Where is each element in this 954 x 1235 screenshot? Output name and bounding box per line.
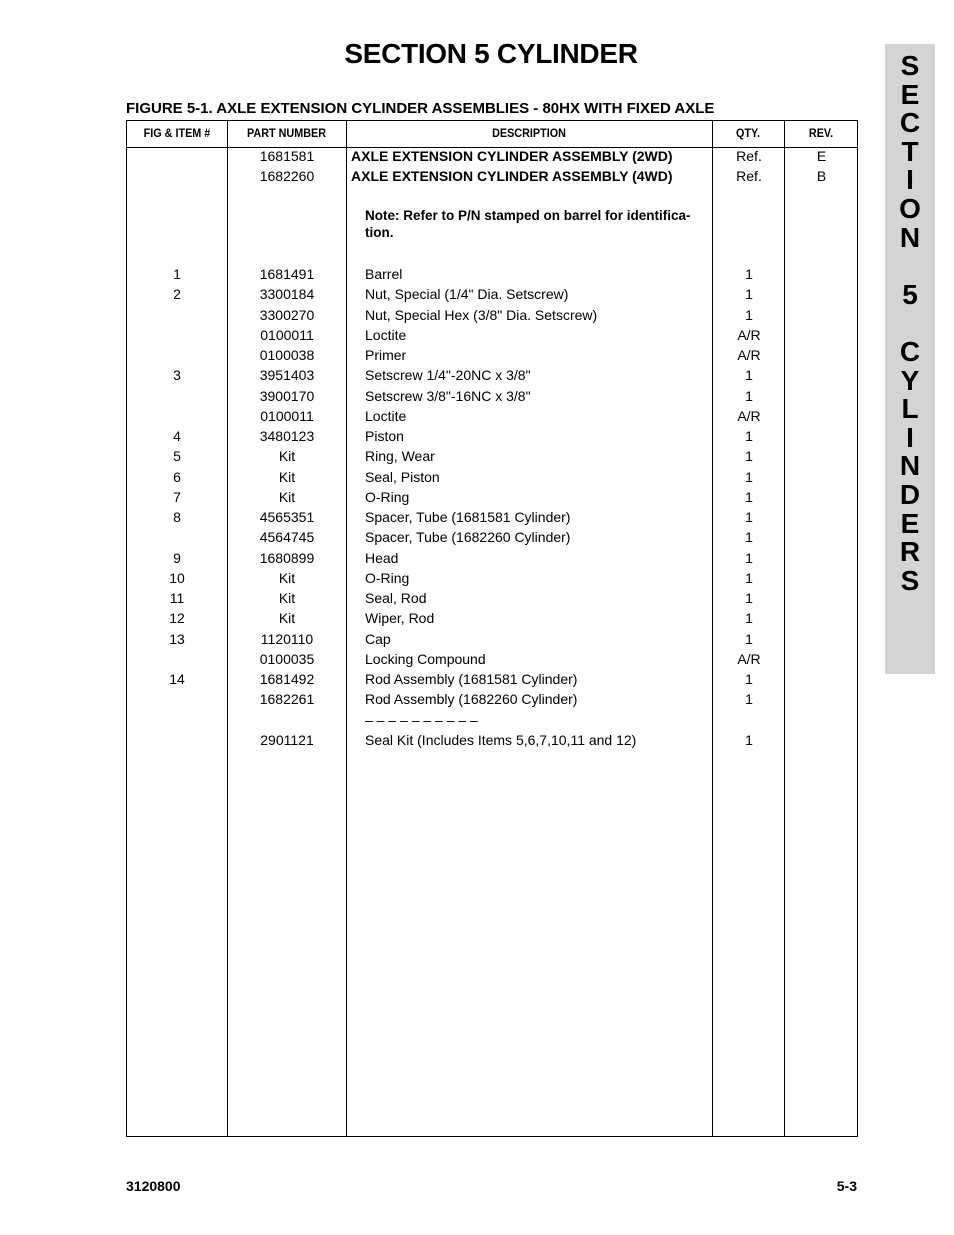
part-number: 3480123 — [259, 428, 315, 444]
fig-item-number: 4 — [173, 428, 181, 444]
table-row — [127, 406, 857, 426]
quantity: 1 — [745, 590, 753, 606]
side-tab-letter: E — [900, 78, 920, 110]
description: Seal Kit (Includes Items 5,6,7,10,11 and 12) — [365, 731, 637, 748]
header-description: DESCRIPTION — [492, 126, 566, 140]
page-number: 5-3 — [836, 1178, 857, 1194]
side-tab-letter: S — [900, 564, 920, 596]
part-number: 1681581 — [259, 148, 315, 164]
side-tab-letter: S — [900, 50, 920, 81]
table-row — [127, 730, 857, 750]
figure-title: FIGURE 5-1. AXLE EXTENSION CYLINDER ASSEMBLIES - 80HX WITH FIXED AXLE — [126, 100, 715, 117]
description: Spacer, Tube (1682260 Cylinder) — [365, 529, 571, 546]
quantity: Ref. — [736, 168, 762, 184]
description: Barrel — [365, 266, 403, 282]
side-tab-letter: N — [899, 221, 921, 253]
part-number: 4564745 — [259, 529, 315, 546]
table-row — [127, 345, 857, 365]
quantity: 1 — [745, 630, 753, 647]
description: Primer — [365, 347, 407, 363]
fig-item-number: 6 — [173, 468, 181, 485]
quantity: 1 — [745, 367, 753, 384]
side-tab-letter: C — [899, 336, 921, 367]
description: Nut, Special (1/4" Dia. Setscrew) — [365, 286, 569, 303]
header-rev: REV. — [808, 126, 834, 140]
side-tab-letter: R — [899, 536, 921, 568]
part-number: Kit — [278, 488, 296, 505]
description: Wiper, Rod — [365, 610, 435, 627]
table-row — [127, 548, 857, 568]
table-row — [127, 689, 857, 709]
table-row — [127, 264, 857, 284]
table-row — [127, 166, 857, 186]
page-title: SECTION 5 CYLINDER — [344, 38, 638, 69]
table-row — [127, 669, 857, 689]
part-number: 0100011 — [260, 407, 314, 424]
fig-item-number: 12 — [169, 610, 185, 627]
description: Piston — [365, 428, 404, 444]
side-tab-letter: D — [899, 479, 921, 510]
quantity: 1 — [745, 468, 753, 485]
table-row — [127, 284, 857, 304]
part-number: 3951403 — [259, 367, 315, 384]
fig-item-number: 9 — [173, 549, 181, 566]
description: Locking Compound — [365, 650, 486, 667]
table-row — [127, 446, 857, 466]
quantity: 1 — [745, 387, 753, 404]
side-tab-letter: C — [899, 107, 921, 139]
table-row — [127, 365, 857, 385]
side-tab-letter: N — [899, 450, 921, 482]
table-row — [127, 527, 857, 547]
revision: B — [816, 168, 827, 184]
table-row — [127, 305, 857, 325]
quantity: 1 — [745, 691, 753, 708]
quantity: 1 — [745, 448, 753, 465]
description: Setscrew 1/4"-20NC x 3/8" — [365, 367, 531, 384]
description: Loctite — [365, 407, 407, 424]
description: Rod Assembly (1681581 Cylinder) — [365, 671, 578, 687]
description: AXLE EXTENSION CYLINDER ASSEMBLY (2WD) — [351, 148, 673, 164]
part-number: 2901121 — [260, 731, 314, 748]
fig-item-number: 2 — [173, 286, 181, 303]
fig-item-number: 11 — [169, 590, 185, 606]
description: Setscrew 3/8"-16NC x 3/8" — [365, 387, 531, 404]
table-row — [127, 568, 857, 588]
description: Seal, Rod — [365, 590, 427, 606]
table-row — [127, 710, 857, 730]
side-tab-letter: T — [901, 135, 919, 167]
quantity: 1 — [745, 529, 753, 546]
table-row — [127, 467, 857, 487]
fig-item-number: 5 — [173, 448, 181, 465]
parts-table — [126, 120, 858, 1137]
table-row — [127, 386, 857, 406]
part-number: Kit — [278, 590, 296, 606]
quantity: 1 — [745, 509, 753, 525]
part-number: 1680899 — [259, 549, 315, 566]
header-part-number: PART NUMBER — [246, 126, 327, 140]
description: O-Ring — [365, 569, 410, 586]
table-row — [127, 629, 857, 649]
header-qty: QTY. — [735, 126, 760, 140]
description: Rod Assembly (1682260 Cylinder) — [365, 691, 578, 708]
table-row — [127, 325, 857, 345]
part-number: Kit — [278, 448, 296, 465]
quantity: 1 — [745, 549, 753, 566]
revision: E — [816, 148, 827, 164]
side-tab-letter: I — [906, 164, 914, 196]
part-number: 0100011 — [260, 326, 314, 343]
part-number: Kit — [278, 610, 296, 627]
description: Cap — [365, 630, 391, 647]
table-row — [127, 608, 857, 628]
quantity: 1 — [745, 731, 753, 748]
part-number: 4565351 — [259, 509, 315, 525]
side-tab-letter: O — [899, 193, 921, 224]
quantity: A/R — [737, 407, 761, 424]
description: Seal, Piston — [365, 468, 440, 485]
quantity: A/R — [737, 326, 761, 343]
fig-item-number: 14 — [169, 671, 185, 687]
side-tab-letter: I — [906, 421, 914, 453]
quantity: 1 — [745, 266, 753, 282]
table-row — [127, 426, 857, 446]
part-number: 1120110 — [260, 630, 314, 647]
part-number: 1681492 — [259, 671, 315, 687]
description: Ring, Wear — [365, 448, 435, 465]
table-row — [127, 588, 857, 608]
part-number: Kit — [278, 468, 296, 485]
side-tab-letter: 5 — [902, 278, 918, 310]
fig-item-number: 8 — [173, 509, 181, 525]
quantity: 1 — [745, 569, 753, 586]
description: Head — [365, 549, 399, 566]
side-tab-letter: Y — [900, 364, 920, 396]
header-fig-item: FIG & ITEM # — [143, 126, 211, 140]
fig-item-number: 10 — [169, 569, 185, 586]
part-number: 1682261 — [259, 691, 315, 708]
fig-item-number: 7 — [173, 488, 181, 505]
fig-item-number: 1 — [173, 266, 181, 282]
table-row — [127, 507, 857, 527]
section-side-tab — [885, 44, 935, 674]
table-row — [127, 487, 857, 507]
part-number: Kit — [278, 569, 296, 586]
part-number: 3300270 — [259, 306, 315, 323]
part-number: 3300184 — [259, 286, 315, 303]
quantity: A/R — [737, 650, 761, 667]
quantity: 1 — [745, 671, 753, 687]
quantity: 1 — [745, 488, 753, 505]
quantity: A/R — [737, 347, 761, 363]
quantity: 1 — [745, 610, 753, 627]
fig-item-number: 3 — [173, 367, 181, 384]
part-number: 0100035 — [259, 650, 315, 667]
description: Loctite — [365, 326, 407, 343]
description: Nut, Special Hex (3/8" Dia. Setscrew) — [365, 306, 598, 323]
part-number: 1681491 — [259, 266, 315, 282]
part-number: 3900170 — [259, 387, 315, 404]
part-number: 1682260 — [259, 168, 315, 184]
quantity: 1 — [745, 306, 753, 323]
identification-note: Note: Refer to P/N stamped on barrel for identifica-tion. — [365, 208, 691, 240]
description: – – – – – – – – – – — [365, 711, 478, 728]
description: Spacer, Tube (1681581 Cylinder) — [365, 509, 571, 525]
table-row — [127, 649, 857, 669]
description: AXLE EXTENSION CYLINDER ASSEMBLY (4WD) — [351, 168, 673, 184]
side-tab-letter: L — [901, 393, 919, 425]
description: O-Ring — [365, 488, 410, 505]
side-tab-letter: E — [900, 507, 920, 539]
fig-item-number: 13 — [169, 630, 185, 647]
part-number: 0100038 — [259, 347, 315, 363]
table-row — [127, 146, 857, 166]
quantity: 1 — [745, 286, 753, 303]
document-number: 3120800 — [126, 1178, 181, 1194]
quantity: 1 — [745, 428, 753, 444]
quantity: Ref. — [736, 148, 762, 164]
